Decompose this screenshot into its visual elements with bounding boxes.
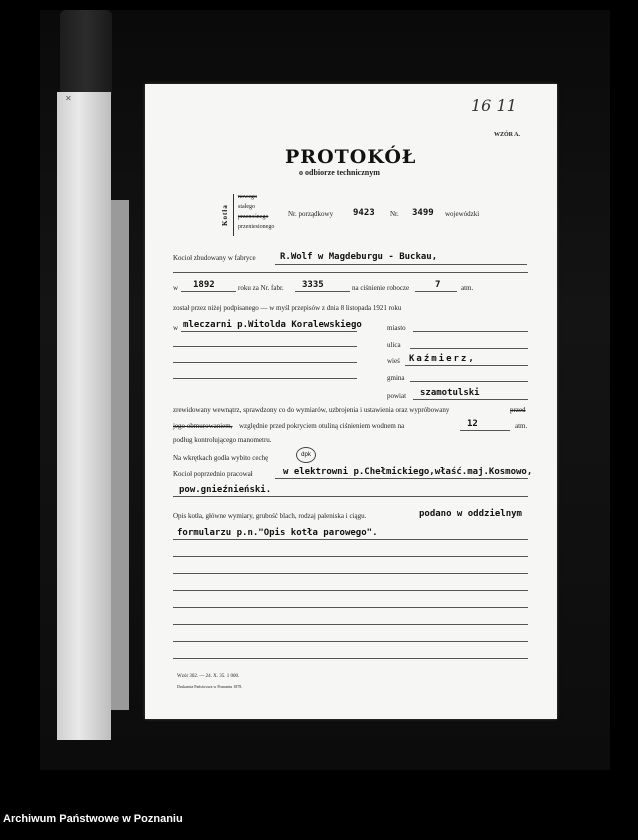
kociol-label: Kocioł zbudowany w fabryce <box>173 254 256 262</box>
footer-small-2: Drukarnia Państwowa w Poznaniu 1878. <box>177 684 243 689</box>
poprzednio-value: w elektrowni p.Chełmickiego,właść.maj.Kosmowo, <box>283 467 533 477</box>
wzglednie-text: względnie przed pokryciem otuliną ciśnieniem wodnem na <box>239 422 405 430</box>
opis-line-1 <box>173 539 528 540</box>
nr-porzadkowy-label: Nr. porządkowy <box>288 210 334 218</box>
powiat2-value: pow.gnieźnieński. <box>179 485 272 495</box>
gmina-label: gmina <box>387 374 405 382</box>
archive-footer: Archiwum Państwowe w Poznaniu <box>3 813 183 825</box>
przed-text: przed <box>510 406 526 414</box>
rok-line <box>181 291 236 292</box>
nr-porzadkowy-value: 9423 <box>353 208 375 218</box>
cisnienie-value: 7 <box>435 280 441 290</box>
nr-fabr-line <box>295 291 350 292</box>
option-nowego: nowego <box>238 194 257 200</box>
page-title: PROTOKÓŁ <box>285 146 417 168</box>
rok-value: 1892 <box>193 280 215 290</box>
wies-value: Kaźmierz, <box>409 354 476 364</box>
poprzednio-label: Kocioł poprzednio pracował <box>173 470 253 478</box>
wojewodzki-label: wojewódzki <box>445 210 480 218</box>
page-subtitle: o odbiorze technicznym <box>299 168 380 177</box>
mleczarnia-line <box>181 331 357 332</box>
nr-fabr-value: 3335 <box>302 280 324 290</box>
ulica-label: ulica <box>387 341 401 349</box>
spine-mark: ✕ <box>65 94 72 103</box>
w-label: w <box>173 284 179 292</box>
stamp-text: dpk <box>301 452 311 458</box>
atm-label: atm. <box>461 284 474 292</box>
cisnienie-line <box>415 291 457 292</box>
option-przeniesionego: przeniesionego <box>238 224 275 230</box>
page-edge-strip <box>111 200 129 710</box>
wies-line <box>405 365 528 366</box>
opis-line-5 <box>173 607 528 608</box>
mleczarnia-value: mleczarni p.Witolda Koralewskiego <box>183 320 362 330</box>
poprzednio-line <box>275 478 528 479</box>
opis-label: Opis kotła, główne wymiary, grubość blach, rodzaj paleniska i ciągu. <box>173 512 367 520</box>
powiat-value: szamotulski <box>420 388 480 398</box>
powiat-line <box>413 399 528 400</box>
zrewidowany-text: zrewidowany wewnątrz, sprawdzony co do wymiarów, uzbrojenia i ustawienia oraz wypróbowany <box>173 406 450 414</box>
binder-top <box>60 10 112 95</box>
footer-small-1: Wzór 302. — 24. X. 35. 1 000. <box>177 674 240 679</box>
option-stalego: stałego <box>238 204 255 210</box>
inspection-stamp <box>296 447 316 463</box>
fabryka-line-2 <box>173 272 528 273</box>
binder-spine <box>57 92 111 740</box>
handwritten-number: 16 11 <box>471 96 517 115</box>
jego-obmurowaniem-text: jego obmurowaniem, <box>173 422 233 430</box>
opis-value-1: podano w oddzielnym <box>419 509 522 519</box>
opis-value-2: formularzu p.n."Opis kotła parowego". <box>177 528 378 538</box>
rok-label: roku za Nr. fabr. <box>238 284 284 292</box>
blank-line-3 <box>173 378 357 379</box>
opis-line-2 <box>173 556 528 557</box>
opis-line-6 <box>173 624 528 625</box>
protocol-page <box>145 84 557 719</box>
opis-line-7 <box>173 641 528 642</box>
kotla-label: Kotła <box>221 204 229 226</box>
gmina-line <box>410 381 528 382</box>
zostal-text: został przez niżej podpisanego — w myśl przepisów z dnia 8 listopada 1921 roku <box>173 304 402 312</box>
cisnienie-proby-line <box>460 430 510 431</box>
blank-line-2 <box>173 362 357 363</box>
nr-value: 3499 <box>412 208 434 218</box>
godlo-text: Na wkrętkach godła wybito cechę <box>173 454 269 462</box>
fabryka-line <box>275 264 527 265</box>
manometr-text: podług kontrolującego manometru. <box>173 436 272 444</box>
option-przenosnego: przenośnego <box>238 214 269 220</box>
template-label: WZÓR A. <box>494 132 521 138</box>
w2-label: w <box>173 324 179 332</box>
nr-label: Nr. <box>390 210 399 218</box>
opis-line-4 <box>173 590 528 591</box>
powiat-label: powiat <box>387 392 407 400</box>
fabryka-value: R.Wolf w Magdeburgu - Buckau, <box>280 252 438 262</box>
cisnienie-proby-value: 12 <box>467 419 478 429</box>
opis-line-3 <box>173 573 528 574</box>
opis-line-8 <box>173 658 528 659</box>
atm2-label: atm. <box>515 422 528 430</box>
ulica-line <box>410 348 528 349</box>
miasto-label: miasto <box>387 324 406 332</box>
wies-label: wieś <box>387 357 400 365</box>
miasto-line <box>413 331 528 332</box>
blank-line-1 <box>173 346 357 347</box>
cisnienie-label: na ciśnienie robocze <box>352 284 410 292</box>
powiat2-line <box>173 496 528 497</box>
